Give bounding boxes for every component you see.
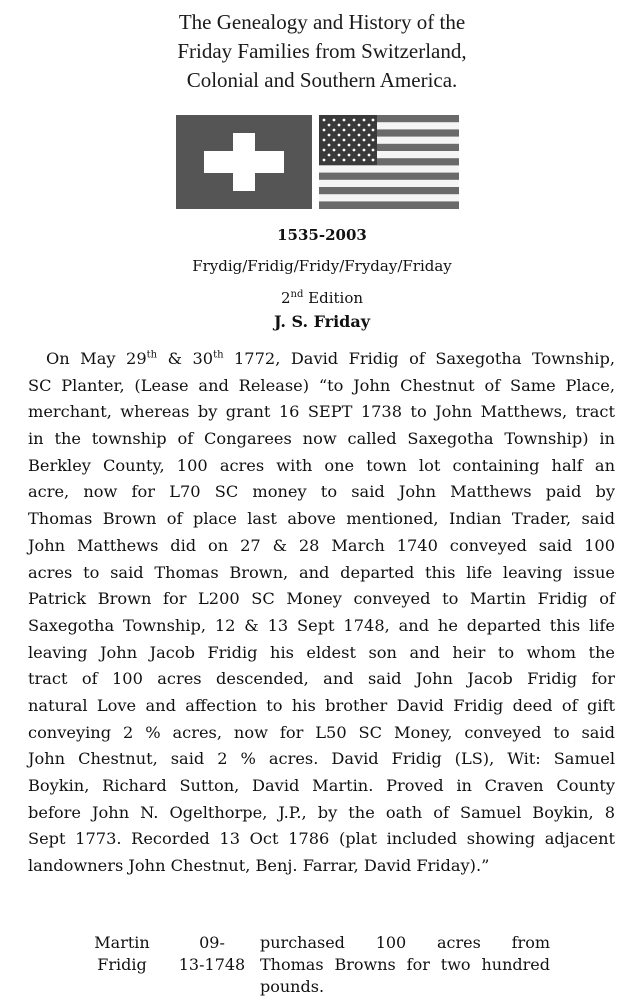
paragraph-line: Patrick Brown for L200 SC Money conveyed to Martin Fridig of — [28, 589, 615, 609]
paragraph-line: John Matthews did on 27 & 28 March 1740 conveyed said 100 — [28, 535, 615, 555]
paragraph-line: Saxegotha Township, 12 & 13 Sept 1748, and he departed this life — [28, 615, 615, 635]
paragraph-line: tract of 100 acres descended, and said John Jacob Fridig for — [28, 669, 615, 689]
swiss-flag-icon — [176, 115, 312, 209]
paragraph-line: landowners John Chestnut, Benj. Farrar, David Friday).” — [28, 856, 490, 876]
author-name: J. S. Friday — [273, 312, 371, 331]
deed-paragraph — [28, 346, 615, 880]
year-range: 1535-2003 — [277, 226, 367, 244]
document-title — [0, 8, 644, 95]
title-line: Friday Families from Switzerland, — [177, 39, 467, 63]
paragraph-line: in the township of Congarees now called Saxegotha Township) in — [28, 429, 615, 449]
edition-word: Edition — [308, 289, 364, 307]
name-variants: Frydig/Fridig/Fridy/Fryday/Friday — [192, 257, 452, 275]
title-line: The Genealogy and History of the — [178, 10, 466, 34]
paragraph-line: conveying 2 % acres, now for L50 SC Money, conveyed to said — [28, 722, 615, 742]
paragraph-line: John Chestnut, said 2 % acres. David Fridig (LS), Wit: Samuel — [28, 749, 615, 769]
paragraph-line: natural Love and affection to his brother David Fridig deed of gift — [28, 695, 615, 715]
table-cell-description: purchased 100 acres from Thomas Browns for two hundred pounds. — [260, 933, 550, 996]
paragraph-line: Boykin, Richard Sutton, David Martin. Proved in Craven County — [28, 776, 615, 795]
paragraph-line: Thomas Brown of place last above mentioned, Indian Trader, said — [28, 509, 615, 529]
paragraph-line: acres to said Thomas Brown, and departed this life leaving issue — [28, 562, 615, 582]
paragraph-line: On May 29th & 30th 1772, David Fridig of Saxegotha Township, — [46, 349, 615, 368]
title-line: Colonial and Southern America. — [186, 68, 458, 92]
edition-label — [0, 289, 644, 307]
us-flag-icon — [319, 115, 459, 209]
table-cell-date: 09- 13-1748 — [178, 933, 246, 974]
flag-banner — [176, 115, 461, 210]
paragraph-line: leaving John Jacob Fridig his eldest son and heir to whom the — [28, 642, 615, 662]
table-cell-name: Martin Fridig — [94, 933, 150, 974]
edition-suffix: nd — [290, 289, 304, 300]
paragraph-line: merchant, whereas by grant 16 SEPT 1738 to John Matthews, tract — [28, 402, 615, 422]
paragraph-line: SC Planter, (Lease and Release) “to John Chestnut of Same Place, — [28, 375, 615, 395]
edition-number: 2 — [280, 289, 291, 307]
paragraph-line: Berkley County, 100 acres with one town lot containing half an — [28, 455, 615, 475]
paragraph-line: Sept 1773. Recorded 13 Oct 1786 (plat included showing adjacent — [28, 829, 615, 849]
paragraph-line: acre, now for L70 SC money to said John Matthews paid by — [28, 482, 615, 502]
paragraph-line: before John N. Ogelthorpe, J.P., by the oath of Samuel Boykin, 8 — [28, 802, 615, 822]
